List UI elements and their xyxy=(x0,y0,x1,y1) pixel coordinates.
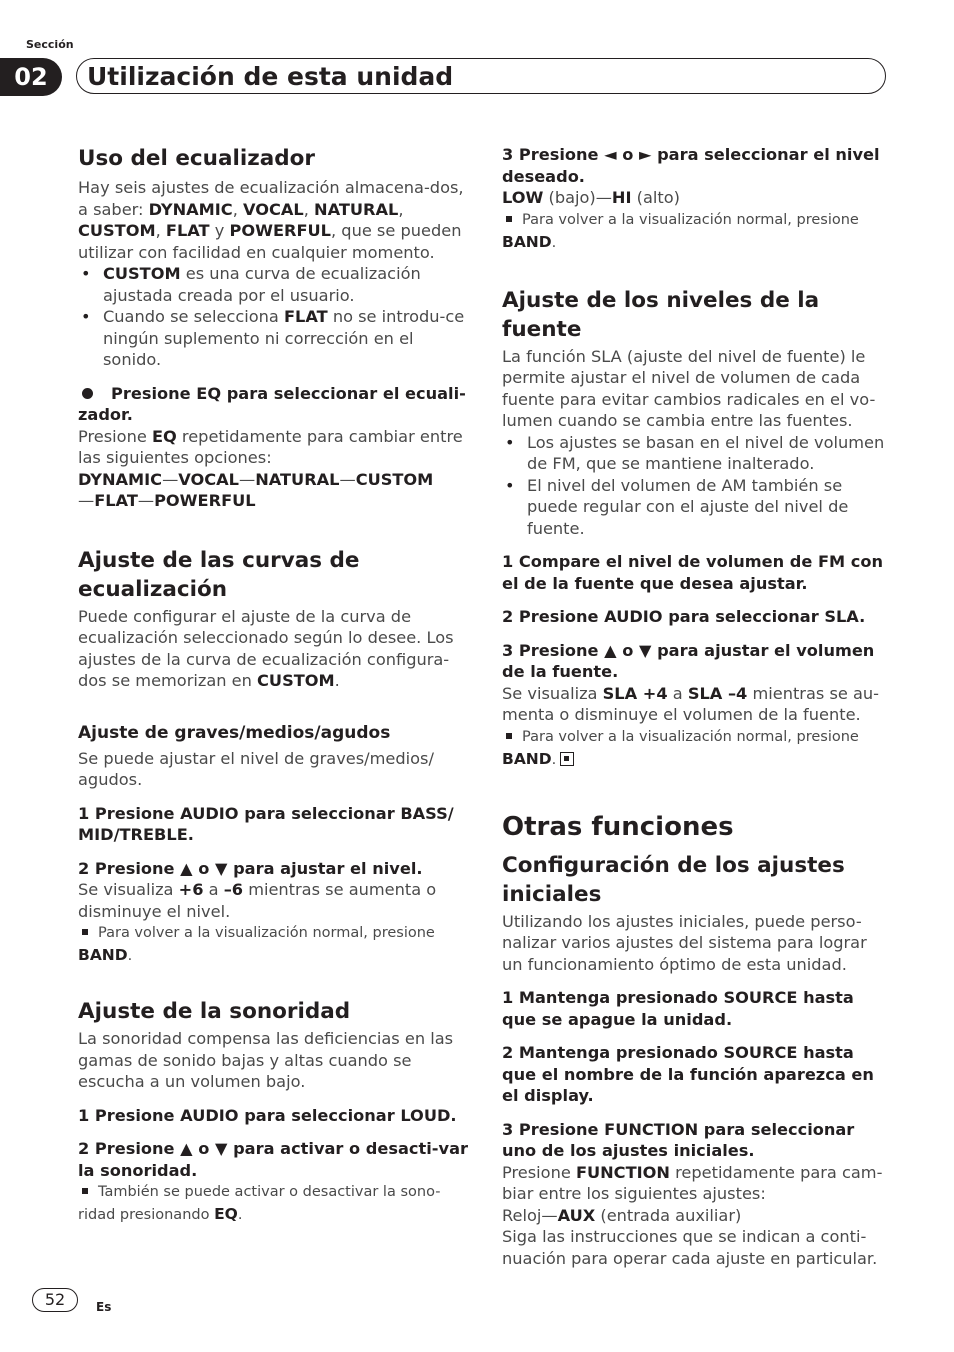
curves-desc: Puede configurar el ajuste de la curva de ecualización seleccionado según lo desee. Los ajustes de la curva de ecualización configura-dos se memorizan en CUSTOM. xyxy=(78,606,454,690)
eq-intro: Hay seis ajustes de ecualización almacena-dos, a saber: DYNAMIC, VOCAL, NATURAL, CUSTOM, FLAT y POWERFUL, que se pueden utilizar con facilidad en cualquier momento. xyxy=(78,178,464,262)
bmt-heading: Ajuste de graves/medios/agudos xyxy=(78,722,391,743)
section-title: Utilización de esta unidad xyxy=(76,58,886,94)
other-functions-heading: Otras funciones xyxy=(502,811,734,842)
init-options: Reloj—AUX (entrada auxiliar) xyxy=(502,1205,742,1225)
sla-desc: La función SLA (ajuste del nivel de fuente) le permite ajustar el nivel de volumen de cada fuente para evitar cambios radicales en el vo-lumen cuando se cambia entre las fuentes. xyxy=(502,346,876,430)
note-square-icon xyxy=(82,1188,88,1194)
loud-step-1: 1 Presione AUDIO para seleccionar LOUD. xyxy=(78,1105,457,1125)
sla-step-3-desc: Se visualiza SLA +4 a SLA –4 mientras se au-menta o disminuye el volumen de la fuente. xyxy=(502,683,880,724)
level-step-3: 3 Presione ◄ o ► para seleccionar el nivel deseado. xyxy=(502,145,880,186)
note-square-icon xyxy=(506,733,512,739)
bmt-step-1: 1 Presione AUDIO para seleccionar BASS/ MID/TREBLE. xyxy=(78,803,454,844)
step-dot-icon xyxy=(82,388,93,399)
sla-step-1: 1 Compare el nivel de volumen de FM con el de la fuente que desea ajustar. xyxy=(502,552,884,593)
eq-bullet-flat: • Cuando se selecciona FLAT no se introdu-ce ningún suplemento ni corrección en el sonido. xyxy=(78,306,468,371)
section-number: 02 xyxy=(0,58,62,96)
init-step-1: 1 Mantenga presionado SOURCE hasta que se apague la unidad. xyxy=(502,988,854,1029)
level-note: Para volver a la visualización normal, presione BAND. xyxy=(502,211,859,251)
init-step-2: 2 Mantenga presionado SOURCE hasta que el nombre de la función aparezca en el display. xyxy=(502,1043,874,1105)
bmt-step-2-desc: Se visualiza +6 a –6 mientras se aumenta o disminuye el nivel. xyxy=(78,880,437,921)
language-code: Es xyxy=(96,1300,112,1314)
loud-desc: La sonoridad compensa las deficiencias en las gamas de sonido bajas y altas cuando se escucha a un volumen bajo. xyxy=(78,1029,454,1091)
init-step-3-desc: Presione FUNCTION repetidamente para cam-biar entre los siguientes ajustes: xyxy=(502,1162,883,1203)
sla-bullet-2: • El nivel del volumen de AM también se puede regular con el ajuste del nivel de fuente. xyxy=(502,475,892,540)
seccion-label: Sección xyxy=(26,38,74,51)
init-step-3: 3 Presione FUNCTION para seleccionar uno de los ajustes iniciales. xyxy=(502,1119,855,1160)
sla-step-3: 3 Presione ▲ o ▼ para ajustar el volumen de la fuente. xyxy=(502,640,875,681)
curves-heading: Ajuste de las curvas de ecualización xyxy=(78,547,360,602)
init-final: Siga las instrucciones que se indican a conti-nuación para operar cada ajuste en particular. xyxy=(502,1227,878,1268)
right-column xyxy=(502,140,892,1269)
left-column xyxy=(78,140,468,1226)
init-desc: Utilizando los ajustes iniciales, puede perso-nalizar varios ajustes del sistema para lograr un funcionamiento óptimo de esta unidad. xyxy=(502,911,867,974)
loud-note: También se puede activar o desactivar la sono-ridad presionando EQ. xyxy=(78,1184,441,1223)
sla-bullet-1: • Los ajustes se basan en el nivel de volumen de FM, que se mantiene inalterado. xyxy=(502,432,892,475)
level-range: LOW (bajo)—HI (alto) xyxy=(502,188,680,207)
eq-sequence: DYNAMIC—VOCAL—NATURAL—CUSTOM —FLAT—POWERFUL xyxy=(78,469,434,510)
note-square-icon xyxy=(506,216,512,222)
loud-heading: Ajuste de la sonoridad xyxy=(78,999,351,1024)
loud-step-2: 2 Presione ▲ o ▼ para activar o desacti-var la sonoridad. xyxy=(78,1139,468,1180)
bmt-desc: Se puede ajustar el nivel de graves/medios/ agudos. xyxy=(78,748,434,789)
eq-heading: Uso del ecualizador xyxy=(78,146,316,171)
sla-note: Para volver a la visualización normal, presione BAND. xyxy=(502,728,859,768)
sla-heading: Ajuste de los niveles de la fuente xyxy=(502,287,820,342)
sla-step-2: 2 Presione AUDIO para seleccionar SLA. xyxy=(502,607,866,626)
page-number: 52 xyxy=(32,1288,78,1312)
press-eq-step: Presione EQ para seleccionar el ecuali-zador. xyxy=(78,383,466,424)
bmt-step-2: 2 Presione ▲ o ▼ para ajustar el nivel. xyxy=(78,858,423,878)
end-mark-icon xyxy=(560,752,574,766)
init-heading: Configuración de los ajustes iniciales xyxy=(502,852,845,907)
press-eq-desc: Presione EQ repetidamente para cambiar entre las siguientes opciones: xyxy=(78,426,463,467)
bmt-note: Para volver a la visualización normal, presione BAND. xyxy=(78,925,435,964)
eq-bullet-custom: • CUSTOM es una curva de ecualización ajustada creada por el usuario. xyxy=(78,263,468,306)
note-square-icon xyxy=(82,929,88,935)
